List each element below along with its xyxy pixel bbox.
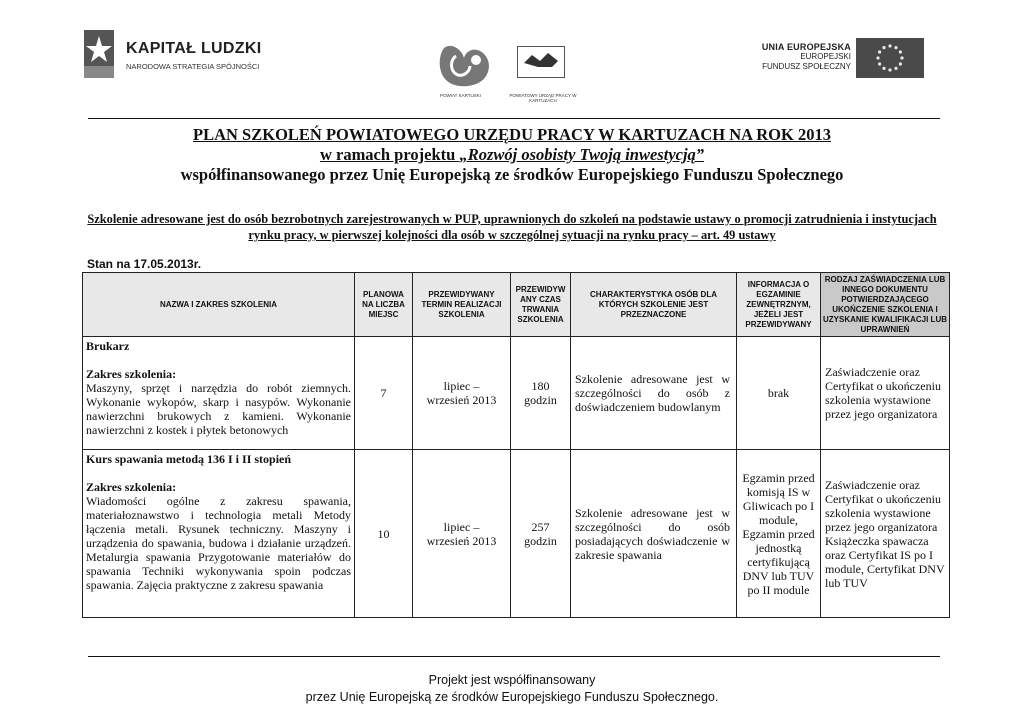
header-duration: PRZEWIDYW ANY CZAS TRWANIA SZKOLENIA <box>511 273 571 337</box>
exam-cell: brak <box>737 337 821 450</box>
eu-flag-icon <box>856 38 924 78</box>
term-cell: lipiec – wrzesień 2013 <box>413 337 511 450</box>
scope-text: Wiadomości ogólne z zakresu spawania, materiałoznawstwo i technologia metali Metody łączenia metali. Rysunek techniczny. Maszyny i urządzenia do spawania, budowa i działanie urządzeń. Metalurgia spawania Przygotowanie materiałów do spawania Techniki wykonywania spoin podczas spawania. Zajęcia praktyczne z zakresu spawania <box>86 494 351 592</box>
target-cell: Szkolenie adresowane jest w szczególności do osób z doświadczeniem budowlanym <box>571 337 737 450</box>
eu-line-2: EUROPEJSKI <box>800 52 851 61</box>
project-line: w ramach projektu „Rozwój osobisty Twoją inwestycją” <box>319 145 705 164</box>
footer-line-1: Projekt jest współfinansowany <box>428 673 596 687</box>
table-header-row <box>83 273 950 337</box>
intro-text: Szkolenie adresowane jest do osób bezrobotnych zarejestrowanych w PUP, uprawnionych do szkoleń na podstawie ustawy o promocji zatrudnienia i instytucjach rynku pracy, w pierwszej kolejności dla osób w szczególnej sytuacji na rynku pracy – art. 49 ustawy <box>87 212 937 242</box>
kapital-ludzki-star-icon <box>80 28 118 80</box>
target-cell: Szkolenie adresowane jest w szczególności do osób posiadających doświadczenie w zakresie spawania <box>571 450 737 618</box>
header-term: PRZEWIDYWANY TERMIN REALIZACJI SZKOLENIA <box>413 273 511 337</box>
pup-kartuzy-logo <box>517 46 565 78</box>
course-name: Kurs spawania metodą 136 I i II stopień <box>86 452 292 466</box>
powiat-caption: POWIAT KARTUSKI <box>440 93 482 98</box>
certificate-cell: Zaświadczenie oraz Certyfikat o ukończeniu szkolenia wystawione przez jego organizatora <box>821 337 950 450</box>
footer-line-2: przez Unię Europejską ze środków Europejskiego Funduszu Społecznego. <box>305 690 719 704</box>
kapital-ludzki-logo <box>80 28 260 84</box>
places-cell: 10 <box>355 450 413 618</box>
eu-text-block <box>745 42 851 72</box>
table-row <box>83 337 950 450</box>
training-plan-table <box>82 272 950 618</box>
pup-hands-icon <box>518 47 564 77</box>
header-certificate: RODZAJ ZAŚWIADCZENIA LUB INNEGO DOKUMENTU POTWIERDZAJĄCEGO UKOŃCZENIE SZKOLENIA I UZYSKANIE KWALIFIKACJI LUB UPRAWNIEŃ <box>821 273 950 337</box>
pup-caption: POWIATOWY URZĄD PRACY W KARTUZACH <box>509 93 577 103</box>
term-cell: lipiec – wrzesień 2013 <box>413 450 511 618</box>
scope-label: Zakres szkolenia: <box>86 480 177 494</box>
header-places: PLANOWA NA LICZBA MIEJSC <box>355 273 413 337</box>
kapital-ludzki-title: KAPITAŁ LUDZKI <box>126 40 262 57</box>
course-cell <box>83 450 355 618</box>
places-cell: 7 <box>355 337 413 450</box>
course-cell <box>83 337 355 450</box>
exam-cell: Egzamin przed komisją IS w Gliwicach po I module, Egzamin przed jednostką certyfikującą DNV lub TUV po II module <box>737 450 821 618</box>
scope-text: Maszyny, sprzęt i narzędzia do robót ziemnych. Wykonanie wykopów, skarp i nasypów. Wykonanie nawierzchni brukowych z kamieni. Wykonanie nawierzchni z kostek i płytek betonowych <box>86 381 351 437</box>
table-row <box>83 450 950 618</box>
eu-line-1: UNIA EUROPEJSKA <box>761 42 851 52</box>
header-exam: INFORMACJA O EGZAMINIE ZEWNĘTRZNYM, JEŻELI JEST PRZEWIDYWANY <box>737 273 821 337</box>
powiat-kartuski-logo-icon <box>436 42 492 90</box>
footer <box>0 672 1024 706</box>
certificate-cell: Zaświadczenie oraz Certyfikat o ukończeniu szkolenia wystawione przez jego organizatora Książeczka spawacza oraz Certyfikat IS po I module, Certyfikat DNV lub TUV <box>821 450 950 618</box>
kapital-ludzki-subtitle: NARODOWA STRATEGIA SPÓJNOŚCI <box>126 62 260 71</box>
duration-cell: 257 godzin <box>511 450 571 618</box>
scope-label: Zakres szkolenia: <box>86 367 177 381</box>
cofinancing-line: współfinansowanego przez Unię Europejską ze środków Europejskiego Funduszu Społecznego <box>180 165 844 184</box>
header-rule <box>88 118 940 119</box>
plan-title: PLAN SZKOLEŃ POWIATOWEGO URZĘDU PRACY W KARTUZACH NA ROK 2013 <box>193 125 831 144</box>
header-target: CHARAKTERYSTYKA OSÓB DLA KTÓRYCH SZKOLENIE JEST PRZEZNACZONE <box>571 273 737 337</box>
duration-cell: 180 godzin <box>511 337 571 450</box>
status-date: Stan na 17.05.2013r. <box>87 257 202 271</box>
footer-rule <box>88 656 940 657</box>
header-name: NAZWA I ZAKRES SZKOLENIA <box>83 273 355 337</box>
eu-line-3: FUNDUSZ SPOŁECZNY <box>762 62 851 71</box>
course-name: Brukarz <box>86 339 130 353</box>
